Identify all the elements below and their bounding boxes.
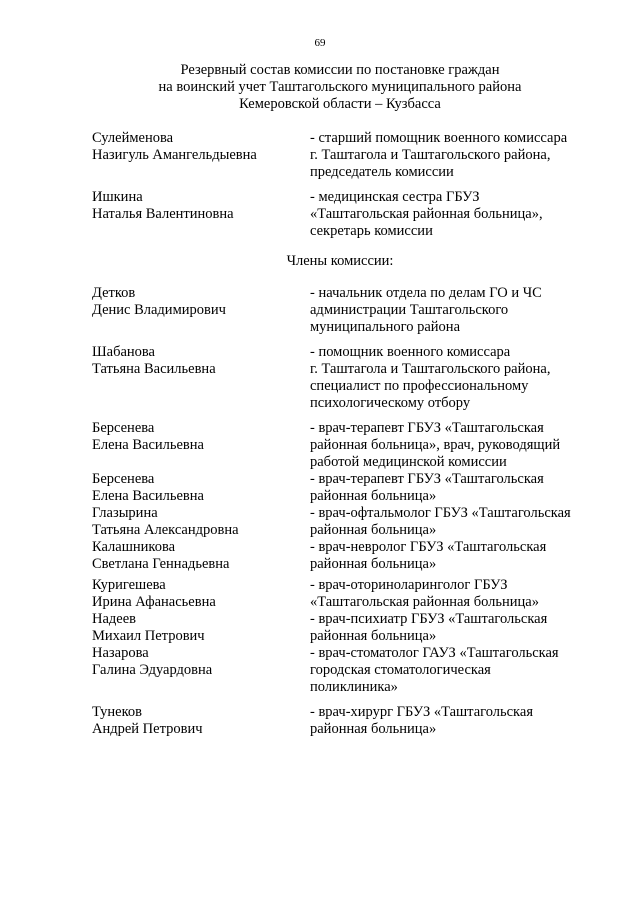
member-name — [92, 344, 310, 412]
members-list — [92, 285, 592, 738]
role-line: председатель комиссии — [310, 164, 454, 180]
name-line: Тунеков — [92, 704, 142, 720]
commission-entry — [92, 611, 592, 645]
member-role — [310, 344, 592, 412]
member-role — [310, 285, 592, 336]
role-line: - начальник отдела по делам ГО и ЧС — [310, 285, 542, 301]
page-number: 69 — [314, 37, 326, 49]
title-line: на воинский учет Таштагольского муниципального района — [158, 79, 522, 95]
commission-entry — [92, 645, 592, 696]
leadership-list — [92, 130, 592, 240]
member-role — [310, 539, 592, 573]
member-role — [310, 505, 592, 539]
commission-entry — [92, 577, 592, 611]
role-line: городская стоматологическая — [310, 662, 491, 678]
role-line: - врач-стоматолог ГАУЗ «Таштагольская — [310, 645, 559, 661]
name-line: Берсенева — [92, 420, 155, 436]
name-line: Калашникова — [92, 539, 176, 555]
role-line: работой медицинской комиссии — [310, 454, 507, 470]
members-heading: Члены комиссии: — [286, 253, 394, 269]
name-line: Глазырина — [92, 505, 158, 521]
role-line: районная больница» — [310, 522, 437, 538]
member-name — [92, 505, 310, 539]
member-name — [92, 130, 310, 181]
role-line: психологическому отбору — [310, 395, 471, 411]
name-line: Светлана Геннадьевна — [92, 556, 230, 572]
member-role — [310, 189, 592, 240]
member-name — [92, 189, 310, 240]
member-name — [92, 611, 310, 645]
name-line: Андрей Петрович — [92, 721, 203, 737]
commission-entry — [92, 471, 592, 505]
role-line: - медицинская сестра ГБУЗ — [310, 189, 480, 205]
commission-entry — [92, 130, 592, 181]
role-line: - врач-офтальмолог ГБУЗ «Таштагольская — [310, 505, 571, 521]
role-line: - врач-хирург ГБУЗ «Таштагольская — [310, 704, 533, 720]
role-line: районная больница», врач, руководящий — [310, 437, 561, 453]
member-role — [310, 577, 592, 611]
role-line: г. Таштагола и Таштагольского района, — [310, 147, 551, 163]
member-role — [310, 471, 592, 505]
name-line: Наталья Валентиновна — [92, 206, 234, 222]
commission-entry — [92, 704, 592, 738]
name-line: Елена Васильевна — [92, 488, 204, 504]
name-line: Надеев — [92, 611, 137, 627]
role-line: администрации Таштагольского — [310, 302, 509, 318]
member-role — [310, 704, 592, 738]
role-line: поликлиника» — [310, 679, 398, 695]
role-line: «Таштагольская районная больница» — [310, 594, 539, 610]
member-role — [310, 611, 592, 645]
name-line: Сулейменова — [92, 130, 174, 146]
member-role — [310, 130, 592, 181]
role-line: муниципального района — [310, 319, 460, 335]
member-name — [92, 420, 310, 471]
member-name — [92, 471, 310, 505]
name-line: Михаил Петрович — [92, 628, 205, 644]
role-line: районная больница» — [310, 628, 437, 644]
role-line: «Таштагольская районная больница», — [310, 206, 543, 222]
name-line: Назигуль Амангельдыевна — [92, 147, 257, 163]
role-line: - врач-терапевт ГБУЗ «Таштагольская — [310, 420, 544, 436]
role-line: - старший помощник военного комиссара — [310, 130, 568, 146]
member-name — [92, 577, 310, 611]
role-line: - врач-терапевт ГБУЗ «Таштагольская — [310, 471, 544, 487]
role-line: районная больница» — [310, 721, 437, 737]
commission-entry — [92, 344, 592, 412]
role-line: секретарь комиссии — [310, 223, 433, 239]
name-line: Куригешева — [92, 577, 166, 593]
commission-entry — [92, 420, 592, 471]
commission-entry — [92, 539, 592, 573]
role-line: г. Таштагола и Таштагольского района, — [310, 361, 551, 377]
member-name — [92, 285, 310, 336]
member-role — [310, 420, 592, 471]
name-line: Татьяна Александровна — [92, 522, 239, 538]
member-name — [92, 704, 310, 738]
commission-entry — [92, 285, 592, 336]
name-line: Галина Эдуардовна — [92, 662, 213, 678]
name-line: Ирина Афанасьевна — [92, 594, 216, 610]
commission-entry — [92, 505, 592, 539]
role-line: - врач-невролог ГБУЗ «Таштагольская — [310, 539, 547, 555]
commission-entry — [92, 189, 592, 240]
role-line: - врач-психиатр ГБУЗ «Таштагольская — [310, 611, 548, 627]
name-line: Детков — [92, 285, 136, 301]
name-line: Татьяна Васильевна — [92, 361, 216, 377]
member-name — [92, 539, 310, 573]
role-line: - помощник военного комиссара — [310, 344, 511, 360]
role-line: районная больница» — [310, 488, 437, 504]
role-line: специалист по профессиональному — [310, 378, 529, 394]
name-line: Шабанова — [92, 344, 155, 360]
name-line: Берсенева — [92, 471, 155, 487]
title-line: Кемеровской области – Кузбасса — [239, 96, 441, 112]
role-line: районная больница» — [310, 556, 437, 572]
member-role — [310, 645, 592, 696]
name-line: Назарова — [92, 645, 149, 661]
role-line: - врач-оториноларинголог ГБУЗ — [310, 577, 508, 593]
name-line: Ишкина — [92, 189, 143, 205]
member-name — [92, 645, 310, 696]
name-line: Денис Владимирович — [92, 302, 226, 318]
title-line: Резервный состав комиссии по постановке граждан — [180, 62, 500, 78]
name-line: Елена Васильевна — [92, 437, 204, 453]
document-title — [0, 62, 640, 113]
